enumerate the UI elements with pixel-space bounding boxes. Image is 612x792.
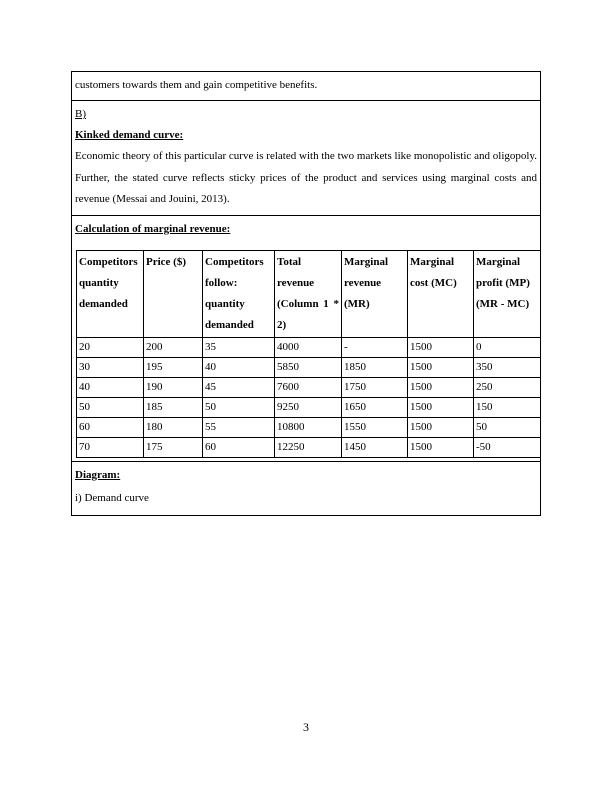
table-cell: 9250 [275,397,342,417]
table-cell: - [342,337,408,357]
header-cell: Total revenue (Column 1 * 2) [275,250,342,337]
table-row [77,437,541,457]
table-cell: 70 [77,437,144,457]
table-cell: 250 [474,377,541,397]
header-cell: Marginal profit (MP) (MR - MC) [474,250,541,337]
table-cell: 0 [474,337,541,357]
calculation-heading: Calculation of marginal revenue: [75,222,231,235]
header-cell: Competitors follow: quantity demanded [203,250,275,337]
diagram-section [72,462,540,515]
kinked-demand-paragraph: Economic theory of this particular curve is related with the two markets like monopolistic and oligopoly. Further, the stated curve reflects sticky prices of the product and services using marginal costs and revenue (Messai and Jouini, 2013). [75,150,537,205]
table-row [77,337,541,357]
table-cell: 195 [144,357,203,377]
calculation-section [72,216,540,462]
table-cell: 50 [203,397,275,417]
table-cell: -50 [474,437,541,457]
table-cell: 1500 [408,357,474,377]
marginal-revenue-table [76,250,541,458]
table-cell: 10800 [275,417,342,437]
header-cell: Competitors quantity demanded [77,250,144,337]
table-cell: 40 [203,357,275,377]
table-cell: 50 [474,417,541,437]
header-cell: Marginal cost (MC) [408,250,474,337]
kinked-demand-heading: Kinked demand curve: [75,129,184,141]
table-cell: 185 [144,397,203,417]
table-cell: 1850 [342,357,408,377]
table-cell: 20 [77,337,144,357]
table-cell: 180 [144,417,203,437]
table-cell: 1450 [342,437,408,457]
table-cell: 50 [77,397,144,417]
table-cell: 60 [203,437,275,457]
table-cell: 1500 [408,437,474,457]
diagram-heading: Diagram: [75,468,121,481]
table-cell: 40 [77,377,144,397]
table-cell: 1750 [342,377,408,397]
table-cell: 350 [474,357,541,377]
table-header-row [77,250,541,337]
table-cell: 1500 [408,397,474,417]
table-cell: 175 [144,437,203,457]
demand-curve-item: i) Demand curve [75,491,149,504]
table-cell: 200 [144,337,203,357]
table-row [77,397,541,417]
table-cell: 60 [77,417,144,437]
table-cell: 5850 [275,357,342,377]
section-b-label: B) [75,108,86,120]
table-cell: 1500 [408,377,474,397]
header-cell: Price ($) [144,250,203,337]
table-cell: 4000 [275,337,342,357]
table-cell: 1550 [342,417,408,437]
table-cell: 1650 [342,397,408,417]
table-cell: 12250 [275,437,342,457]
table-cell: 30 [77,357,144,377]
table-row [77,357,541,377]
table-cell: 55 [203,417,275,437]
section-b [72,101,540,216]
table-cell: 35 [203,337,275,357]
document-frame [71,71,541,516]
table-cell: 1500 [408,337,474,357]
table-row [77,417,541,437]
header-cell: Marginal revenue (MR) [342,250,408,337]
table-cell: 150 [474,397,541,417]
table-cell: 45 [203,377,275,397]
page-number: 3 [303,720,309,734]
table-cell: 1500 [408,417,474,437]
table-cell: 190 [144,377,203,397]
table-row [77,377,541,397]
table-cell: 7600 [275,377,342,397]
intro-line: customers towards them and gain competitive benefits. [72,72,540,101]
